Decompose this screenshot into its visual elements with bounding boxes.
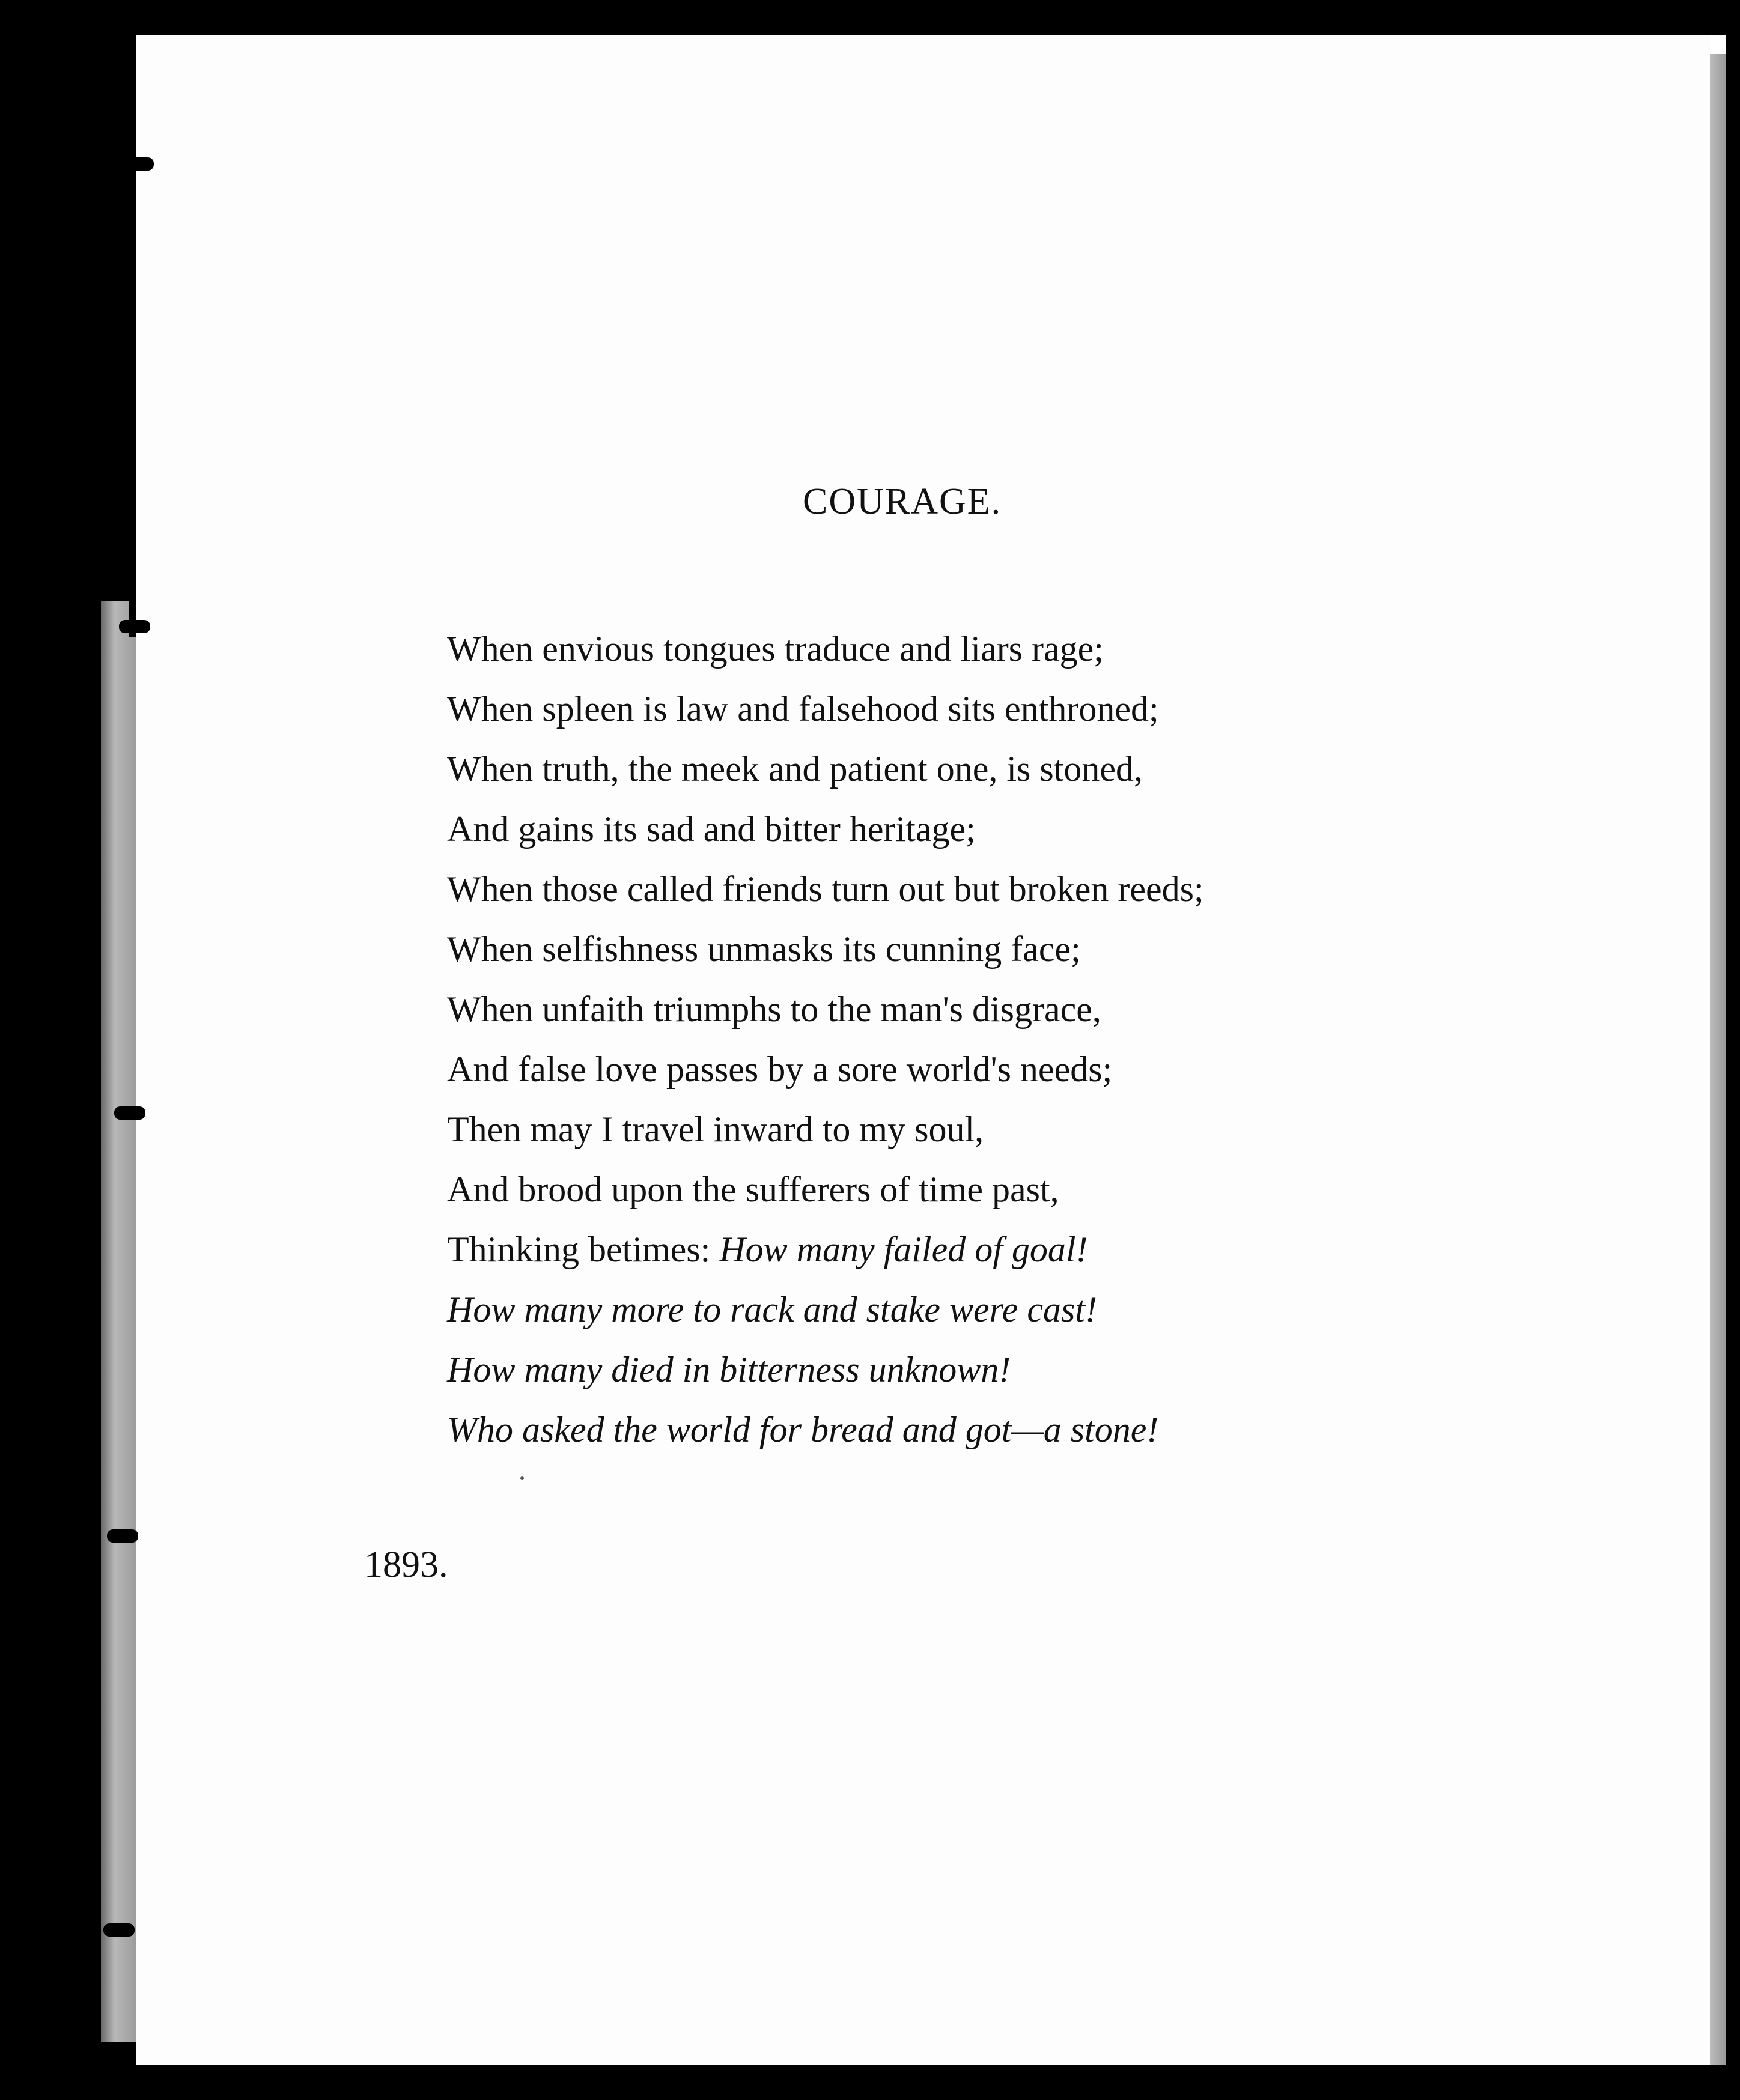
poem-title: COURAGE. bbox=[803, 481, 1002, 522]
binding-stitch bbox=[107, 1529, 138, 1543]
poem-line-italic: Who asked the world for bread and got—a stone! bbox=[447, 1410, 1159, 1449]
poem-line-text: Then may I travel inward to my soul, bbox=[447, 1109, 984, 1149]
poem-line bbox=[447, 1159, 1589, 1219]
poem-line bbox=[447, 679, 1589, 739]
poem-line bbox=[447, 919, 1589, 979]
poem-body bbox=[447, 619, 1589, 1460]
book-binding bbox=[101, 601, 136, 2042]
poem-line bbox=[447, 1039, 1589, 1099]
poem-line bbox=[447, 799, 1589, 859]
poem-line-text: When envious tongues traduce and liars rage; bbox=[447, 629, 1104, 669]
poem-line-text: And brood upon the sufferers of time past, bbox=[447, 1170, 1059, 1209]
poem-line bbox=[447, 1400, 1589, 1460]
binding-stitch bbox=[114, 1106, 145, 1120]
poem-line bbox=[447, 619, 1589, 679]
scan-border-top bbox=[0, 0, 1740, 35]
scan-border-bottom bbox=[0, 2065, 1740, 2100]
binding-stitch bbox=[119, 620, 150, 633]
poem-line-text: And gains its sad and bitter heritage; bbox=[447, 809, 976, 849]
poem-line bbox=[447, 859, 1589, 919]
poem-line-italic: How many died in bitterness unknown! bbox=[447, 1350, 1011, 1389]
binding-stitch bbox=[123, 157, 154, 171]
poem-line bbox=[447, 1279, 1589, 1340]
poem-line-text: When unfaith triumphs to the man's disgrace, bbox=[447, 989, 1101, 1029]
poem-line bbox=[447, 1340, 1589, 1400]
poem-line-text: And false love passes by a sore world's needs; bbox=[447, 1049, 1113, 1089]
scan-border-right bbox=[1726, 0, 1740, 2100]
binding-stitch bbox=[103, 1923, 135, 1937]
page-edge-shadow bbox=[1710, 54, 1726, 2065]
poem-line bbox=[447, 739, 1589, 799]
poem-line bbox=[447, 1219, 1589, 1279]
poem-line-text: When those called friends turn out but broken reeds; bbox=[447, 869, 1204, 909]
poem-line-text: When truth, the meek and patient one, is stoned, bbox=[447, 749, 1143, 789]
poem-line-italic: How many more to rack and stake were cast! bbox=[447, 1290, 1097, 1329]
poem-line-text: Thinking betimes: bbox=[447, 1230, 720, 1269]
poem-date: 1893. bbox=[364, 1544, 448, 1585]
poem-line bbox=[447, 979, 1589, 1039]
poem-line-text: When spleen is law and falsehood sits enthroned; bbox=[447, 689, 1159, 729]
binding-cord bbox=[129, 12, 136, 637]
poem-line-italic: How many failed of goal! bbox=[719, 1230, 1088, 1269]
poem-line bbox=[447, 1099, 1589, 1159]
print-speck bbox=[520, 1476, 524, 1480]
poem-line-text: When selfishness unmasks its cunning face; bbox=[447, 929, 1081, 969]
